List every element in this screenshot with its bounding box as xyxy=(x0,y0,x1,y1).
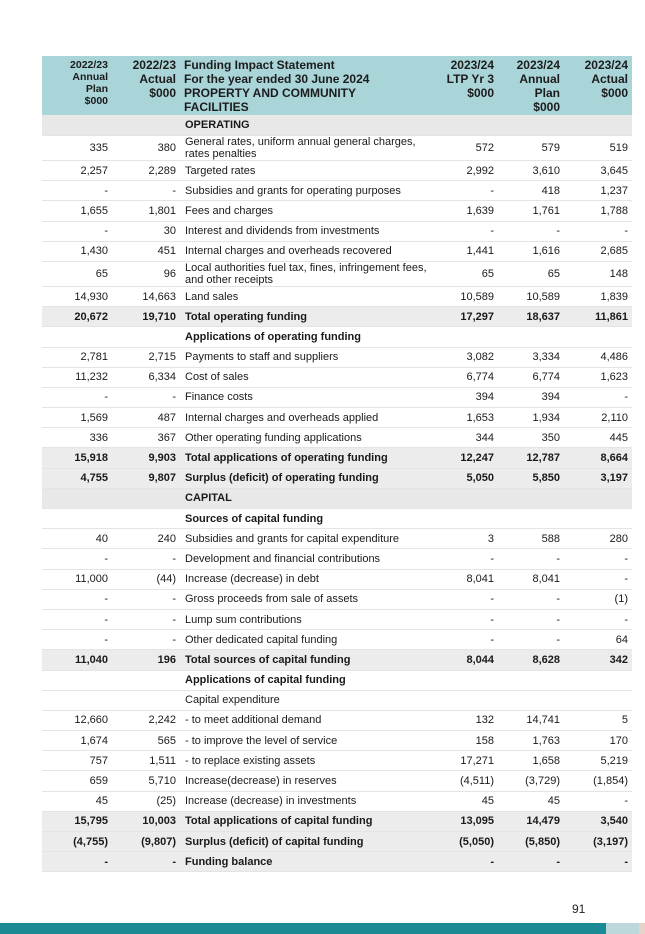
table-row xyxy=(42,261,632,286)
row-label: Development and financial contributions xyxy=(180,549,432,569)
value-2023-24-ltp: 132 xyxy=(432,710,498,730)
section-header-row xyxy=(42,488,632,508)
row-label: Fees and charges xyxy=(180,201,432,221)
value-2022-23-annual-plan: 1,655 xyxy=(42,201,112,221)
value-2022-23-annual-plan xyxy=(42,690,112,710)
total-row xyxy=(42,811,632,831)
row-label: OPERATING xyxy=(180,115,432,136)
value-2023-24-ltp: 572 xyxy=(432,136,498,161)
row-label: Internal charges and overheads applied xyxy=(180,408,432,428)
value-2022-23-annual-plan: 11,040 xyxy=(42,650,112,670)
row-label: Targeted rates xyxy=(180,161,432,181)
value-2022-23-actual: (25) xyxy=(112,791,180,811)
value-2023-24-actual: (3,197) xyxy=(564,832,632,852)
value-2023-24-actual: 342 xyxy=(564,650,632,670)
value-2023-24-annual-plan: 588 xyxy=(498,529,564,549)
row-label: Applications of capital funding xyxy=(180,670,432,690)
header-line: $000 xyxy=(601,86,628,100)
total-row xyxy=(42,307,632,327)
value-2022-23-annual-plan: 15,795 xyxy=(42,811,112,831)
value-2023-24-ltp: 10,589 xyxy=(432,286,498,306)
header-line: Actual xyxy=(591,72,628,86)
value-2023-24-annual-plan: 3,334 xyxy=(498,347,564,367)
value-2023-24-ltp: 13,095 xyxy=(432,811,498,831)
value-2023-24-actual: 519 xyxy=(564,136,632,161)
header-2022-23-actual xyxy=(112,56,180,115)
value-2023-24-ltp: 17,271 xyxy=(432,751,498,771)
value-2023-24-actual xyxy=(564,670,632,690)
row-label: Total applications of operating funding xyxy=(180,448,432,468)
row-label: Capital expenditure xyxy=(180,690,432,710)
value-2023-24-annual-plan: 6,774 xyxy=(498,367,564,387)
value-2022-23-actual: 30 xyxy=(112,221,180,241)
header-2023-24-actual xyxy=(564,56,632,115)
value-2022-23-annual-plan: (4,755) xyxy=(42,832,112,852)
row-label: Interest and dividends from investments xyxy=(180,221,432,241)
value-2023-24-actual: 1,623 xyxy=(564,367,632,387)
value-2022-23-actual: 2,242 xyxy=(112,710,180,730)
value-2023-24-annual-plan: 8,628 xyxy=(498,650,564,670)
value-2023-24-actual: 1,839 xyxy=(564,286,632,306)
row-label: Applications of operating funding xyxy=(180,327,432,347)
value-2022-23-actual: - xyxy=(112,609,180,629)
value-2023-24-annual-plan: 1,658 xyxy=(498,751,564,771)
title-line: PROPERTY AND COMMUNITY xyxy=(184,86,357,100)
row-label: - to improve the level of service xyxy=(180,731,432,751)
value-2022-23-actual: 96 xyxy=(112,261,180,286)
table-row xyxy=(42,428,632,448)
value-2022-23-actual: 380 xyxy=(112,136,180,161)
value-2022-23-annual-plan: 12,660 xyxy=(42,710,112,730)
table-row xyxy=(42,221,632,241)
value-2023-24-annual-plan: (3,729) xyxy=(498,771,564,791)
value-2022-23-actual: 196 xyxy=(112,650,180,670)
value-2023-24-actual xyxy=(564,509,632,529)
value-2022-23-annual-plan: - xyxy=(42,589,112,609)
value-2023-24-actual: 280 xyxy=(564,529,632,549)
row-label: Finance costs xyxy=(180,387,432,407)
value-2023-24-annual-plan: 18,637 xyxy=(498,307,564,327)
row-label: Total sources of capital funding xyxy=(180,650,432,670)
header-line: 2023/24 xyxy=(450,58,494,72)
row-label: Other operating funding applications xyxy=(180,428,432,448)
value-2022-23-annual-plan xyxy=(42,115,112,136)
value-2023-24-ltp: - xyxy=(432,181,498,201)
value-2022-23-annual-plan: - xyxy=(42,181,112,201)
value-2022-23-annual-plan: 11,000 xyxy=(42,569,112,589)
value-2022-23-actual: - xyxy=(112,181,180,201)
value-2022-23-annual-plan: 336 xyxy=(42,428,112,448)
table-row xyxy=(42,731,632,751)
value-2022-23-actual: 487 xyxy=(112,408,180,428)
header-line: 2022/23 xyxy=(70,59,108,71)
value-2023-24-annual-plan: 45 xyxy=(498,791,564,811)
value-2023-24-ltp: 12,247 xyxy=(432,448,498,468)
value-2023-24-annual-plan xyxy=(498,327,564,347)
table-row xyxy=(42,181,632,201)
value-2022-23-actual: 2,715 xyxy=(112,347,180,367)
table-row xyxy=(42,791,632,811)
total-row xyxy=(42,650,632,670)
table-row xyxy=(42,136,632,161)
header-2022-23-annual-plan xyxy=(42,56,112,115)
value-2023-24-actual xyxy=(564,690,632,710)
value-2023-24-ltp: 394 xyxy=(432,387,498,407)
subheading-row xyxy=(42,327,632,347)
value-2022-23-annual-plan: 1,674 xyxy=(42,731,112,751)
value-2023-24-actual: (1) xyxy=(564,589,632,609)
value-2022-23-annual-plan xyxy=(42,509,112,529)
value-2022-23-annual-plan: - xyxy=(42,221,112,241)
value-2023-24-ltp: 45 xyxy=(432,791,498,811)
value-2023-24-annual-plan: - xyxy=(498,609,564,629)
value-2023-24-actual: 3,197 xyxy=(564,468,632,488)
table-row xyxy=(42,771,632,791)
value-2022-23-actual xyxy=(112,327,180,347)
value-2023-24-annual-plan: - xyxy=(498,221,564,241)
section-header-row xyxy=(42,115,632,136)
row-label: - to meet additional demand xyxy=(180,710,432,730)
header-line: $000 xyxy=(467,86,494,100)
value-2022-23-actual: 10,003 xyxy=(112,811,180,831)
value-2022-23-actual: 2,289 xyxy=(112,161,180,181)
table-row xyxy=(42,710,632,730)
value-2023-24-ltp: 158 xyxy=(432,731,498,751)
value-2022-23-annual-plan xyxy=(42,670,112,690)
row-label: - to replace existing assets xyxy=(180,751,432,771)
value-2023-24-actual: 1,237 xyxy=(564,181,632,201)
value-2023-24-actual: 5,219 xyxy=(564,751,632,771)
value-2022-23-actual: 565 xyxy=(112,731,180,751)
total-row xyxy=(42,448,632,468)
footer-band-accent xyxy=(606,923,639,934)
value-2023-24-ltp: 344 xyxy=(432,428,498,448)
row-label: Increase (decrease) in investments xyxy=(180,791,432,811)
value-2022-23-annual-plan: - xyxy=(42,549,112,569)
table-row xyxy=(42,609,632,629)
table-row xyxy=(42,286,632,306)
total-row xyxy=(42,832,632,852)
header-line: $000 xyxy=(149,86,176,100)
value-2022-23-actual: 1,511 xyxy=(112,751,180,771)
value-2023-24-actual: 445 xyxy=(564,428,632,448)
value-2023-24-actual: 8,664 xyxy=(564,448,632,468)
table-row xyxy=(42,630,632,650)
value-2023-24-ltp: - xyxy=(432,589,498,609)
value-2022-23-actual: 6,334 xyxy=(112,367,180,387)
table-row xyxy=(42,751,632,771)
row-label: CAPITAL xyxy=(180,488,432,508)
funding-impact-table xyxy=(42,56,632,872)
value-2022-23-annual-plan xyxy=(42,327,112,347)
value-2023-24-ltp: 2,992 xyxy=(432,161,498,181)
value-2023-24-actual xyxy=(564,115,632,136)
table-row xyxy=(42,589,632,609)
value-2022-23-annual-plan: 1,430 xyxy=(42,241,112,261)
value-2023-24-actual: 2,110 xyxy=(564,408,632,428)
row-label: Funding balance xyxy=(180,852,432,872)
value-2023-24-annual-plan: - xyxy=(498,852,564,872)
value-2023-24-actual: 2,685 xyxy=(564,241,632,261)
value-2023-24-actual: 5 xyxy=(564,710,632,730)
row-label: Other dedicated capital funding xyxy=(180,630,432,650)
footer-band xyxy=(0,923,645,934)
table-row xyxy=(42,549,632,569)
value-2023-24-ltp xyxy=(432,509,498,529)
value-2022-23-actual: 367 xyxy=(112,428,180,448)
header-line: 2022/23 xyxy=(132,58,176,72)
row-label: Surplus (deficit) of capital funding xyxy=(180,832,432,852)
value-2023-24-annual-plan: 579 xyxy=(498,136,564,161)
value-2023-24-ltp: 6,774 xyxy=(432,367,498,387)
value-2023-24-ltp xyxy=(432,327,498,347)
value-2023-24-actual: 11,861 xyxy=(564,307,632,327)
value-2023-24-ltp: 17,297 xyxy=(432,307,498,327)
value-2023-24-ltp xyxy=(432,488,498,508)
value-2022-23-actual: 451 xyxy=(112,241,180,261)
value-2023-24-ltp: - xyxy=(432,630,498,650)
value-2022-23-actual xyxy=(112,115,180,136)
header-line: Actual xyxy=(139,72,176,86)
value-2023-24-ltp: 3,082 xyxy=(432,347,498,367)
value-2022-23-annual-plan: 659 xyxy=(42,771,112,791)
row-label: Cost of sales xyxy=(180,367,432,387)
value-2022-23-annual-plan xyxy=(42,488,112,508)
value-2022-23-actual xyxy=(112,509,180,529)
row-label: Sources of capital funding xyxy=(180,509,432,529)
value-2023-24-actual: - xyxy=(564,852,632,872)
value-2023-24-annual-plan: 1,761 xyxy=(498,201,564,221)
value-2023-24-actual xyxy=(564,327,632,347)
value-2022-23-annual-plan: 20,672 xyxy=(42,307,112,327)
table-row xyxy=(42,387,632,407)
value-2023-24-ltp xyxy=(432,690,498,710)
value-2022-23-annual-plan: 1,569 xyxy=(42,408,112,428)
value-2023-24-ltp: 1,639 xyxy=(432,201,498,221)
value-2023-24-actual: 1,788 xyxy=(564,201,632,221)
value-2023-24-annual-plan: 350 xyxy=(498,428,564,448)
value-2023-24-ltp: 65 xyxy=(432,261,498,286)
value-2022-23-annual-plan: 15,918 xyxy=(42,448,112,468)
footer-band-end xyxy=(639,923,645,934)
value-2023-24-ltp: 8,044 xyxy=(432,650,498,670)
value-2023-24-ltp xyxy=(432,115,498,136)
value-2023-24-annual-plan xyxy=(498,670,564,690)
value-2023-24-ltp: (4,511) xyxy=(432,771,498,791)
value-2023-24-ltp: 8,041 xyxy=(432,569,498,589)
value-2023-24-annual-plan: 1,763 xyxy=(498,731,564,751)
value-2022-23-actual xyxy=(112,670,180,690)
total-row xyxy=(42,852,632,872)
value-2022-23-actual: - xyxy=(112,549,180,569)
value-2023-24-actual: - xyxy=(564,387,632,407)
page-number: 91 xyxy=(572,902,586,916)
table-row xyxy=(42,690,632,710)
value-2023-24-annual-plan: 12,787 xyxy=(498,448,564,468)
table-row xyxy=(42,241,632,261)
value-2023-24-annual-plan: 14,479 xyxy=(498,811,564,831)
header-line: Plan xyxy=(534,86,560,100)
value-2022-23-actual xyxy=(112,488,180,508)
value-2023-24-actual: - xyxy=(564,791,632,811)
value-2023-24-annual-plan: 1,934 xyxy=(498,408,564,428)
value-2022-23-annual-plan: 757 xyxy=(42,751,112,771)
value-2023-24-actual: 170 xyxy=(564,731,632,751)
value-2022-23-annual-plan: 2,257 xyxy=(42,161,112,181)
row-label: Local authorities fuel tax, fines, infringement fees, and other receipts xyxy=(180,261,432,286)
value-2023-24-annual-plan: 1,616 xyxy=(498,241,564,261)
value-2023-24-annual-plan: 394 xyxy=(498,387,564,407)
value-2023-24-actual: 3,645 xyxy=(564,161,632,181)
subheading-row xyxy=(42,670,632,690)
value-2023-24-ltp: (5,050) xyxy=(432,832,498,852)
header-line: LTP Yr 3 xyxy=(446,72,494,86)
value-2022-23-annual-plan: - xyxy=(42,630,112,650)
value-2022-23-actual: 240 xyxy=(112,529,180,549)
row-label: Internal charges and overheads recovered xyxy=(180,241,432,261)
value-2023-24-actual: 3,540 xyxy=(564,811,632,831)
header-line: $000 xyxy=(84,95,108,107)
title-line: FACILITIES xyxy=(184,100,249,114)
table-row xyxy=(42,201,632,221)
value-2022-23-actual: (44) xyxy=(112,569,180,589)
value-2023-24-actual: - xyxy=(564,569,632,589)
value-2023-24-annual-plan: 10,589 xyxy=(498,286,564,306)
value-2023-24-ltp: - xyxy=(432,609,498,629)
table-row xyxy=(42,367,632,387)
value-2023-24-ltp xyxy=(432,670,498,690)
value-2023-24-actual xyxy=(564,488,632,508)
value-2022-23-actual: (9,807) xyxy=(112,832,180,852)
value-2022-23-annual-plan: 40 xyxy=(42,529,112,549)
table-row xyxy=(42,529,632,549)
value-2023-24-ltp: 3 xyxy=(432,529,498,549)
value-2022-23-annual-plan: - xyxy=(42,852,112,872)
value-2023-24-annual-plan: - xyxy=(498,630,564,650)
value-2023-24-annual-plan: 65 xyxy=(498,261,564,286)
row-label: Payments to staff and suppliers xyxy=(180,347,432,367)
value-2023-24-ltp: 5,050 xyxy=(432,468,498,488)
value-2022-23-annual-plan: 335 xyxy=(42,136,112,161)
value-2022-23-actual: 9,903 xyxy=(112,448,180,468)
row-label: Subsidies and grants for operating purposes xyxy=(180,181,432,201)
title-line: Funding Impact Statement xyxy=(184,58,335,72)
row-label: Total applications of capital funding xyxy=(180,811,432,831)
value-2022-23-annual-plan: 11,232 xyxy=(42,367,112,387)
value-2022-23-annual-plan: - xyxy=(42,609,112,629)
value-2023-24-actual: - xyxy=(564,549,632,569)
value-2023-24-annual-plan: 5,850 xyxy=(498,468,564,488)
value-2022-23-actual: 1,801 xyxy=(112,201,180,221)
value-2023-24-annual-plan xyxy=(498,509,564,529)
statement-title xyxy=(180,56,432,115)
value-2022-23-actual: 9,807 xyxy=(112,468,180,488)
row-label: Land sales xyxy=(180,286,432,306)
value-2022-23-annual-plan: 4,755 xyxy=(42,468,112,488)
row-label: Total operating funding xyxy=(180,307,432,327)
value-2022-23-actual: 14,663 xyxy=(112,286,180,306)
row-label: Increase (decrease) in debt xyxy=(180,569,432,589)
row-label: Gross proceeds from sale of assets xyxy=(180,589,432,609)
value-2022-23-actual: 19,710 xyxy=(112,307,180,327)
header-line: 2023/24 xyxy=(516,58,560,72)
value-2022-23-annual-plan: 2,781 xyxy=(42,347,112,367)
header-line: Annual xyxy=(72,71,108,83)
value-2023-24-annual-plan: 14,741 xyxy=(498,710,564,730)
value-2023-24-actual: - xyxy=(564,609,632,629)
table-row xyxy=(42,347,632,367)
header-line: Annual xyxy=(519,72,560,86)
value-2023-24-annual-plan: (5,850) xyxy=(498,832,564,852)
value-2023-24-ltp: 1,653 xyxy=(432,408,498,428)
value-2023-24-annual-plan: - xyxy=(498,589,564,609)
value-2023-24-actual: 148 xyxy=(564,261,632,286)
row-label: Increase(decrease) in reserves xyxy=(180,771,432,791)
value-2022-23-annual-plan: 65 xyxy=(42,261,112,286)
row-label: Surplus (deficit) of operating funding xyxy=(180,468,432,488)
value-2023-24-ltp: - xyxy=(432,549,498,569)
table-header-row xyxy=(42,56,632,115)
value-2023-24-annual-plan: - xyxy=(498,549,564,569)
header-line: $000 xyxy=(533,100,560,114)
value-2023-24-annual-plan xyxy=(498,115,564,136)
value-2022-23-actual: 5,710 xyxy=(112,771,180,791)
value-2022-23-actual: - xyxy=(112,589,180,609)
table-row xyxy=(42,161,632,181)
value-2023-24-annual-plan: 8,041 xyxy=(498,569,564,589)
value-2022-23-annual-plan: 45 xyxy=(42,791,112,811)
table-row xyxy=(42,408,632,428)
value-2023-24-annual-plan: 3,610 xyxy=(498,161,564,181)
table-row xyxy=(42,569,632,589)
value-2022-23-actual xyxy=(112,690,180,710)
header-2023-24-ltp-yr3 xyxy=(432,56,498,115)
table-body xyxy=(42,115,632,872)
row-label: Lump sum contributions xyxy=(180,609,432,629)
header-line: Plan xyxy=(85,83,108,95)
header-line: 2023/24 xyxy=(584,58,628,72)
title-line: For the year ended 30 June 2024 xyxy=(184,72,370,86)
row-label: Subsidies and grants for capital expenditure xyxy=(180,529,432,549)
value-2023-24-ltp: - xyxy=(432,221,498,241)
value-2023-24-ltp: - xyxy=(432,852,498,872)
value-2023-24-actual: 64 xyxy=(564,630,632,650)
value-2022-23-actual: - xyxy=(112,387,180,407)
value-2023-24-annual-plan: 418 xyxy=(498,181,564,201)
value-2023-24-actual: 4,486 xyxy=(564,347,632,367)
header-2023-24-annual-plan xyxy=(498,56,564,115)
row-label: General rates, uniform annual general charges, rates penalties xyxy=(180,136,432,161)
value-2022-23-actual: - xyxy=(112,852,180,872)
value-2023-24-annual-plan xyxy=(498,488,564,508)
value-2023-24-annual-plan xyxy=(498,690,564,710)
value-2022-23-actual: - xyxy=(112,630,180,650)
value-2022-23-annual-plan: 14,930 xyxy=(42,286,112,306)
value-2022-23-annual-plan: - xyxy=(42,387,112,407)
total-row xyxy=(42,468,632,488)
value-2023-24-actual: (1,854) xyxy=(564,771,632,791)
value-2023-24-actual: - xyxy=(564,221,632,241)
value-2023-24-ltp: 1,441 xyxy=(432,241,498,261)
subheading-row xyxy=(42,509,632,529)
